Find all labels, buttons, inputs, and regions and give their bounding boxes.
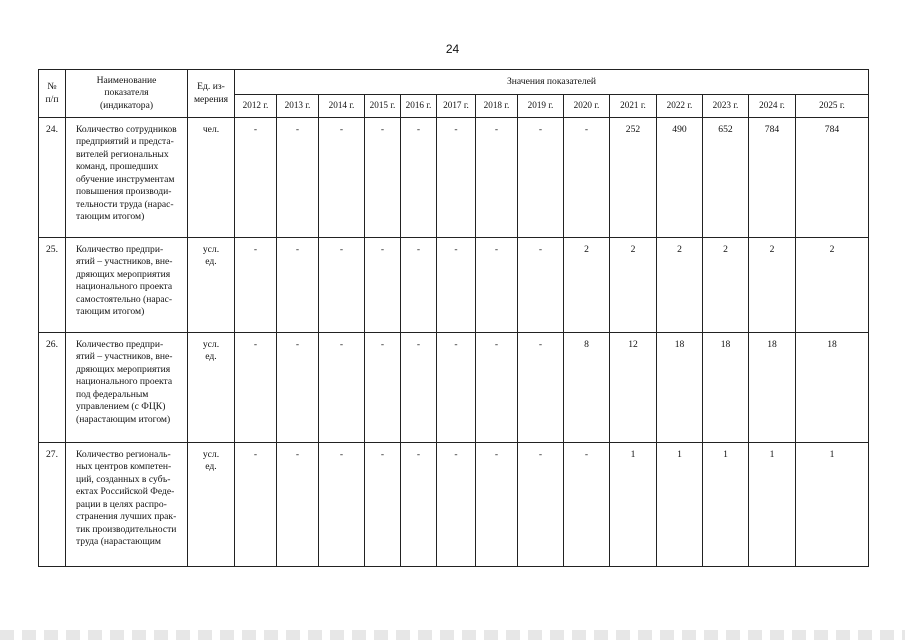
header-year: 2019 г. [518, 95, 564, 118]
indicator-value: 1 [749, 443, 796, 567]
indicator-value: - [518, 238, 564, 333]
indicator-value: - [518, 118, 564, 238]
header-unit: Ед. из- мерения [188, 70, 235, 118]
indicator-value: 2 [796, 238, 869, 333]
page-number: 24 [445, 42, 460, 56]
indicator-value: - [365, 443, 401, 567]
indicator-value: 1 [796, 443, 869, 567]
row-number: 25. [39, 238, 66, 333]
indicator-value: - [401, 443, 437, 567]
indicator-value: - [401, 333, 437, 443]
indicator-unit: усл. ед. [188, 333, 235, 443]
indicator-value: - [476, 238, 518, 333]
indicator-value: - [437, 118, 476, 238]
indicator-name: Количество региональ- ных центров компетен- ций, созданных в субъ- ектах Российской Феде- рации в целях распро- странения лучших прак- тик производительности труда (нарастающим [66, 443, 188, 567]
indicator-value: 2 [564, 238, 610, 333]
indicator-value: 252 [610, 118, 657, 238]
indicator-value: - [476, 443, 518, 567]
header-year: 2012 г. [235, 95, 277, 118]
indicator-value: - [235, 443, 277, 567]
indicator-value: - [319, 443, 365, 567]
indicator-value: - [277, 443, 319, 567]
header-year: 2015 г. [365, 95, 401, 118]
indicator-value: - [518, 333, 564, 443]
row-number: 27. [39, 443, 66, 567]
indicator-value: 18 [749, 333, 796, 443]
indicator-value: - [564, 118, 610, 238]
header-no: № п/п [39, 70, 66, 118]
row-number: 26. [39, 333, 66, 443]
indicator-name: Количество сотрудников предприятий и предста- вителей региональных команд, прошедших обучение инструментам повышения производи- тельности труда (нарас- тающим итогом) [66, 118, 188, 238]
indicator-unit: усл. ед. [188, 443, 235, 567]
row-number: 24. [39, 118, 66, 238]
indicator-value: 2 [657, 238, 703, 333]
indicator-value: 652 [703, 118, 749, 238]
indicator-value: - [319, 238, 365, 333]
indicator-name: Количество предпри- ятий – участников, вне- дряющих мероприятия национального проекта самостоятельно (нарас- тающим итогом) [66, 238, 188, 333]
table-row [39, 333, 869, 443]
header-year: 2013 г. [277, 95, 319, 118]
indicator-value: 784 [749, 118, 796, 238]
indicator-value: - [437, 333, 476, 443]
header-year: 2016 г. [401, 95, 437, 118]
indicator-unit: усл. ед. [188, 238, 235, 333]
indicator-value: 2 [610, 238, 657, 333]
indicator-value: - [365, 238, 401, 333]
indicator-value: - [235, 333, 277, 443]
header-year: 2024 г. [749, 95, 796, 118]
indicator-value: 490 [657, 118, 703, 238]
indicator-value: - [235, 118, 277, 238]
indicator-value: - [365, 118, 401, 238]
indicator-value: 1 [657, 443, 703, 567]
indicator-value: - [437, 443, 476, 567]
header-year: 2018 г. [476, 95, 518, 118]
indicator-value: - [518, 443, 564, 567]
header-year: 2020 г. [564, 95, 610, 118]
header-year: 2014 г. [319, 95, 365, 118]
indicator-value: - [365, 333, 401, 443]
indicator-value: - [401, 238, 437, 333]
indicator-value: 2 [749, 238, 796, 333]
indicators-table [38, 69, 869, 567]
indicator-value: - [277, 118, 319, 238]
indicator-value: - [319, 118, 365, 238]
indicator-value: 1 [703, 443, 749, 567]
header-year: 2022 г. [657, 95, 703, 118]
indicator-value: 8 [564, 333, 610, 443]
indicator-value: - [401, 118, 437, 238]
indicator-value: 18 [703, 333, 749, 443]
indicator-unit: чел. [188, 118, 235, 238]
scan-bottom-edge [0, 630, 905, 640]
header-year: 2021 г. [610, 95, 657, 118]
indicator-value: - [437, 238, 476, 333]
indicator-value: - [277, 238, 319, 333]
header-values-title: Значения показателей [235, 70, 869, 95]
indicator-value: 18 [657, 333, 703, 443]
header-name: Наименование показателя (индикатора) [66, 70, 188, 118]
header-year: 2025 г. [796, 95, 869, 118]
indicator-value: - [564, 443, 610, 567]
indicator-value: 2 [703, 238, 749, 333]
indicator-value: 18 [796, 333, 869, 443]
indicator-value: - [319, 333, 365, 443]
indicator-name: Количество предпри- ятий – участников, вне- дряющих мероприятия национального проекта под федеральным управлением (с ФЦК) (нарастающим итогом) [66, 333, 188, 443]
indicator-value: 784 [796, 118, 869, 238]
table-row [39, 238, 869, 333]
indicator-value: - [277, 333, 319, 443]
indicator-value: 12 [610, 333, 657, 443]
indicator-value: 1 [610, 443, 657, 567]
indicator-value: - [476, 118, 518, 238]
table-row [39, 443, 869, 567]
header-year: 2017 г. [437, 95, 476, 118]
indicator-value: - [476, 333, 518, 443]
header-year: 2023 г. [703, 95, 749, 118]
table-row [39, 118, 869, 238]
indicator-value: - [235, 238, 277, 333]
